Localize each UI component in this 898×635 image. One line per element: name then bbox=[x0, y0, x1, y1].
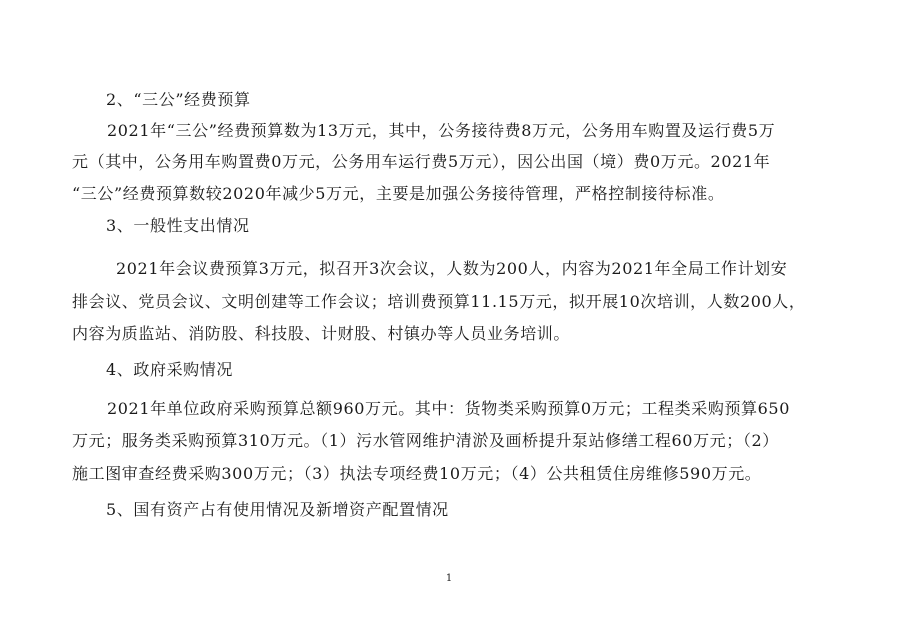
section-2-line-2: 元（其中，公务用车购置费0万元，公务用车运行费5万元），因公出国（境）费0万元。2021年 bbox=[72, 152, 771, 171]
section-4-heading: 4、政府采购情况 bbox=[106, 360, 233, 379]
section-2-heading: 2、“三公”经费预算 bbox=[106, 90, 251, 109]
section-5-heading: 5、国有资产占有使用情况及新增资产配置情况 bbox=[106, 500, 449, 519]
section-4-line-3: 施工图审查经费采购300万元；（3）执法专项经费10万元；（4）公共租赁住房维修590万元。 bbox=[72, 464, 762, 483]
section-2-line-1 bbox=[107, 121, 790, 141]
paragraph-text: 2021年“三公”经费预算数为13万元，其中，公务接待费8万元，公务用车购置及运行费5万 bbox=[107, 121, 776, 140]
section-3-line-1: 2021年会议费预算3万元，拟召开3次会议，人数为200人，内容为2021年全局工作计划安 bbox=[116, 259, 788, 278]
section-4-line-2: 万元；服务类采购预算310万元。（1）污水管网维护清淤及画桥提升泵站修缮工程60万元；（2） bbox=[72, 431, 779, 450]
section-2-line-3: “三公”经费预算数较2020年减少5万元，主要是加强公务接待管理，严格控制接待标准。 bbox=[72, 184, 725, 203]
section-3-heading: 3、一般性支出情况 bbox=[106, 216, 250, 235]
section-3-line-3: 内容为质监站、消防股、科技股、计财股、村镇办等人员业务培训。 bbox=[72, 324, 571, 343]
section-3-line-2: 排会议、党员会议、文明创建等工作会议；培训费预算11.15万元，拟开展10次培训，人数200人， bbox=[72, 292, 806, 311]
page-number: 1 bbox=[445, 573, 453, 584]
section-4-line-1: 2021年单位政府采购预算总额960万元。其中：货物类采购预算0万元；工程类采购预算650 bbox=[107, 399, 790, 418]
